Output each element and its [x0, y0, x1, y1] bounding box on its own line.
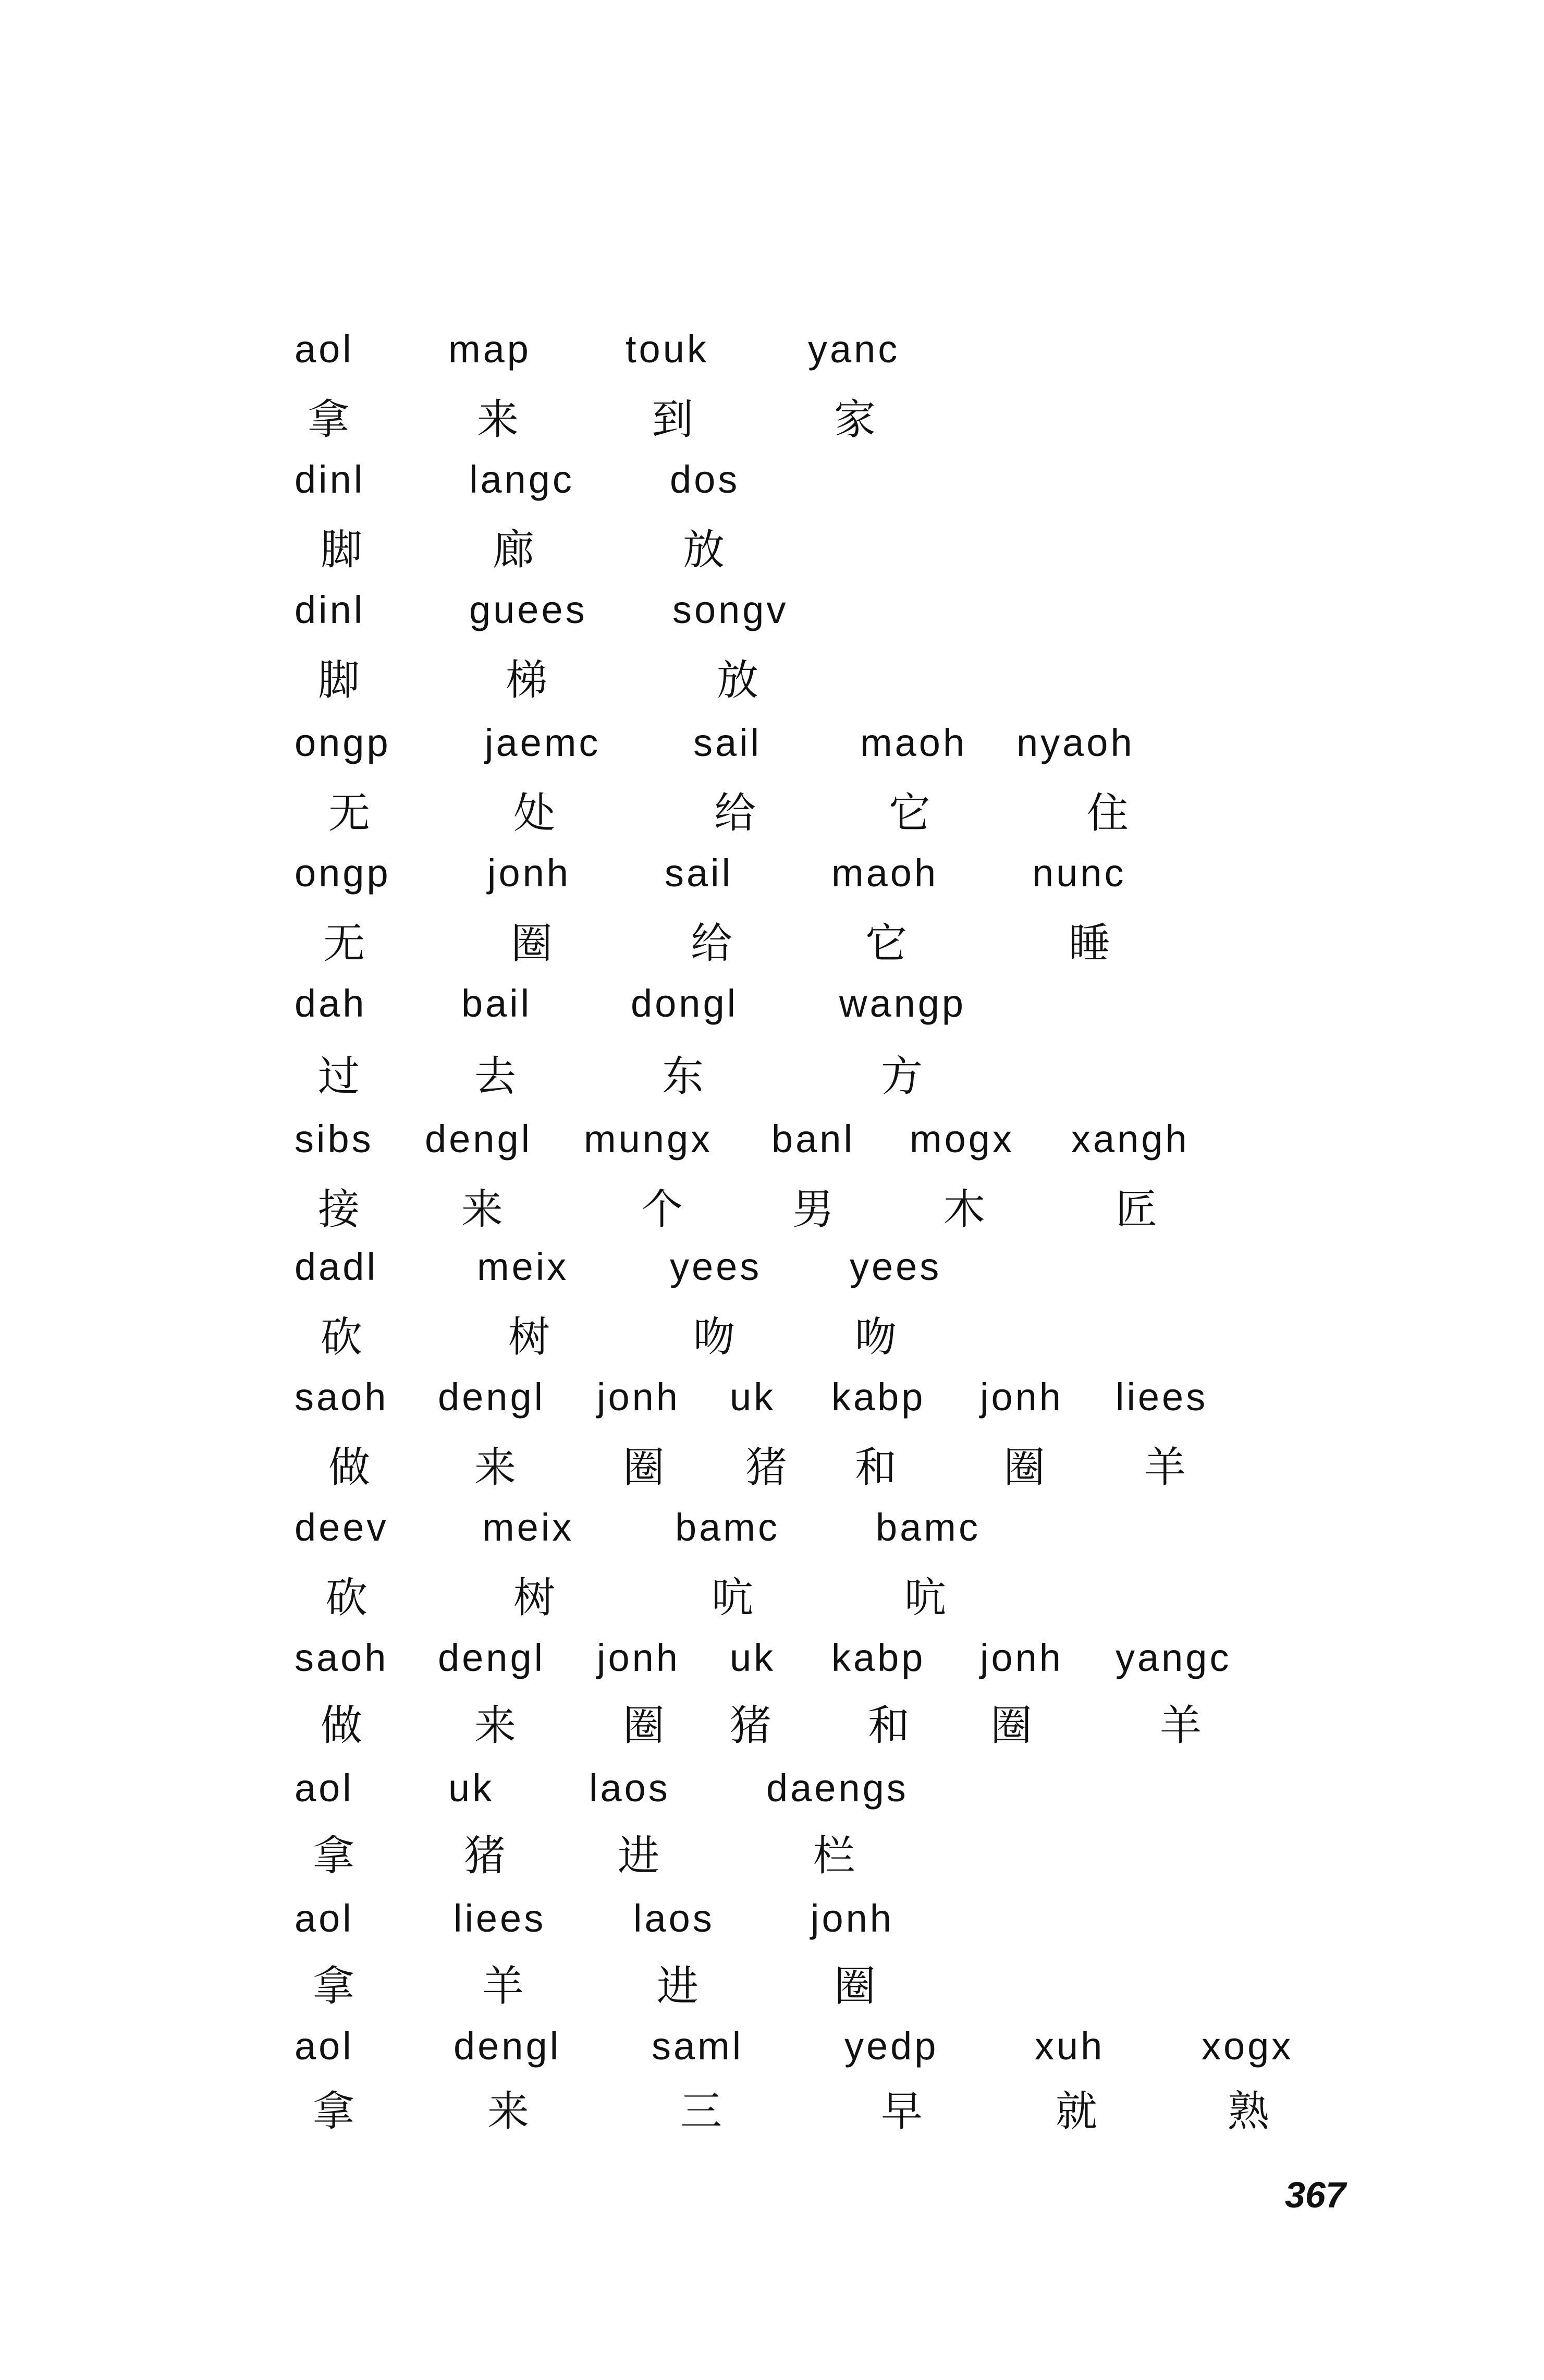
romanized-line — [0, 1502, 1544, 1564]
chinese-gloss-line — [0, 1958, 1544, 2020]
romanized-word: aol — [295, 2024, 354, 2068]
romanized-word: mogx — [910, 1117, 1014, 1161]
romanized-word: mungx — [584, 1117, 713, 1161]
gloss-character: 做 — [321, 1701, 362, 1750]
gloss-character: 三 — [680, 2087, 722, 2135]
gloss-character: 圈 — [623, 1443, 665, 1492]
gloss-character: 做 — [328, 1443, 370, 1492]
romanized-line — [0, 1632, 1544, 1694]
romanized-line — [0, 584, 1544, 646]
romanized-word: jonh — [811, 1897, 894, 1940]
gloss-character: 无 — [328, 789, 370, 837]
gloss-character: 树 — [513, 1573, 555, 1622]
gloss-character: 个 — [641, 1185, 683, 1234]
romanized-word: bamc — [876, 1506, 981, 1549]
chinese-gloss-line — [0, 915, 1544, 978]
chinese-gloss-line — [0, 2083, 1544, 2145]
gloss-character: 接 — [318, 1185, 360, 1234]
romanized-word: saml — [652, 2024, 744, 2068]
gloss-character: 梯 — [506, 656, 547, 704]
romanized-word: sibs — [295, 1117, 374, 1161]
romanized-word: bail — [461, 982, 532, 1025]
gloss-character: 吭 — [904, 1573, 946, 1622]
romanized-line — [0, 1893, 1544, 1955]
gloss-character: 拿 — [313, 1832, 354, 1880]
gloss-character: 来 — [461, 1185, 503, 1234]
gloss-character: 来 — [474, 1701, 516, 1750]
chinese-gloss-line — [0, 1181, 1544, 1243]
gloss-character: 早 — [881, 2087, 923, 2135]
gloss-character: 它 — [865, 919, 907, 968]
chinese-gloss-line — [0, 1048, 1544, 1110]
romanized-word: dinl — [295, 588, 365, 631]
romanized-line — [0, 847, 1544, 910]
gloss-character: 就 — [1056, 2087, 1097, 2135]
gloss-character: 砍 — [321, 1313, 362, 1361]
romanized-word: yees — [670, 1245, 762, 1288]
romanized-line — [0, 1241, 1544, 1303]
gloss-character: 去 — [474, 1052, 516, 1101]
chinese-gloss-line — [0, 1827, 1544, 1890]
gloss-character: 猪 — [745, 1443, 787, 1492]
romanized-line — [0, 454, 1544, 516]
romanized-word: laos — [589, 1766, 670, 1810]
romanized-line — [0, 978, 1544, 1040]
romanized-word: xuh — [1035, 2024, 1105, 2068]
gloss-character: 拿 — [313, 1962, 354, 2010]
romanized-word: uk — [448, 1766, 495, 1810]
romanized-word: liees — [1116, 1375, 1208, 1419]
gloss-character: 过 — [318, 1052, 360, 1101]
gloss-character: 方 — [881, 1052, 923, 1101]
romanized-word: jonh — [597, 1375, 680, 1419]
gloss-character: 和 — [855, 1443, 897, 1492]
gloss-character: 吻 — [693, 1313, 735, 1361]
romanized-word: songv — [672, 588, 789, 631]
gloss-character: 羊 — [1144, 1443, 1186, 1492]
gloss-character: 羊 — [1160, 1701, 1202, 1750]
gloss-character: 进 — [657, 1962, 699, 2010]
romanized-line — [0, 323, 1544, 386]
romanized-word: aol — [295, 327, 354, 371]
romanized-word: nyaoh — [1016, 721, 1135, 764]
gloss-character: 猪 — [730, 1701, 771, 1750]
romanized-word: yanc — [808, 327, 900, 371]
romanized-word: xogx — [1202, 2024, 1294, 2068]
romanized-word: uk — [730, 1375, 776, 1419]
chinese-gloss-line — [0, 391, 1544, 454]
romanized-word: dongl — [631, 982, 739, 1025]
romanized-word: deev — [295, 1506, 389, 1549]
romanized-word: map — [448, 327, 531, 371]
romanized-word: aol — [295, 1897, 354, 1940]
gloss-character: 它 — [889, 789, 930, 837]
page-number: 367 — [1285, 2175, 1346, 2215]
gloss-character: 圈 — [990, 1701, 1032, 1750]
romanized-line — [0, 1762, 1544, 1825]
gloss-character: 吻 — [855, 1313, 897, 1361]
romanized-word: xangh — [1071, 1117, 1190, 1161]
gloss-character: 处 — [513, 789, 555, 837]
gloss-character: 树 — [508, 1313, 550, 1361]
romanized-word: jonh — [597, 1636, 680, 1679]
romanized-word: maoh — [860, 721, 967, 764]
romanized-word: ongp — [295, 721, 391, 764]
gloss-character: 圈 — [511, 919, 553, 968]
gloss-character: 无 — [323, 919, 365, 968]
romanized-word: aol — [295, 1766, 354, 1810]
gloss-character: 男 — [792, 1185, 834, 1234]
romanized-line — [0, 2020, 1544, 2083]
romanized-word: ongp — [295, 851, 391, 895]
chinese-gloss-line — [0, 1439, 1544, 1502]
romanized-word: nunc — [1032, 851, 1126, 895]
romanized-word: kabp — [831, 1375, 926, 1419]
romanized-word: sail — [693, 721, 762, 764]
gloss-character: 廊 — [493, 526, 534, 574]
romanized-word: dengl — [438, 1636, 546, 1679]
gloss-character: 圈 — [623, 1701, 665, 1750]
romanized-word: dos — [670, 458, 740, 501]
gloss-character: 住 — [1087, 789, 1129, 837]
chinese-gloss-line — [0, 1569, 1544, 1632]
romanized-word: jonh — [980, 1636, 1063, 1679]
gloss-character: 睡 — [1069, 919, 1110, 968]
gloss-character: 匠 — [1116, 1185, 1157, 1234]
chinese-gloss-line — [0, 1697, 1544, 1760]
gloss-character: 放 — [683, 526, 725, 574]
romanized-word: jonh — [980, 1375, 1063, 1419]
chinese-gloss-line — [0, 521, 1544, 584]
gloss-character: 砍 — [326, 1573, 367, 1622]
romanized-word: saoh — [295, 1375, 389, 1419]
romanized-word: bamc — [675, 1506, 780, 1549]
gloss-character: 拿 — [308, 395, 349, 444]
romanized-line — [0, 1371, 1544, 1434]
romanized-word: yedp — [844, 2024, 939, 2068]
gloss-character: 圈 — [834, 1962, 876, 2010]
gloss-character: 羊 — [482, 1962, 524, 2010]
gloss-character: 东 — [662, 1052, 704, 1101]
gloss-character: 家 — [834, 395, 876, 444]
romanized-word: meix — [482, 1506, 574, 1549]
gloss-character: 和 — [868, 1701, 910, 1750]
romanized-word: yees — [850, 1245, 942, 1288]
romanized-word: dinl — [295, 458, 365, 501]
gloss-character: 圈 — [1003, 1443, 1045, 1492]
chinese-gloss-line — [0, 785, 1544, 847]
romanized-word: touk — [626, 327, 709, 371]
romanized-line — [0, 717, 1544, 779]
romanized-word: sail — [665, 851, 733, 895]
romanized-word: dengl — [454, 2024, 561, 2068]
gloss-character: 给 — [714, 789, 756, 837]
romanized-word: yangc — [1116, 1636, 1232, 1679]
gloss-character: 栏 — [813, 1832, 855, 1880]
gloss-character: 木 — [943, 1185, 985, 1234]
gloss-character: 熟 — [1228, 2087, 1269, 2135]
chinese-gloss-line — [0, 652, 1544, 714]
chinese-gloss-line — [0, 1309, 1544, 1371]
gloss-character: 来 — [474, 1443, 516, 1492]
romanized-word: banl — [771, 1117, 855, 1161]
gloss-character: 放 — [717, 656, 758, 704]
gloss-character: 来 — [487, 2087, 529, 2135]
romanized-word: dah — [295, 982, 367, 1025]
romanized-line — [0, 1113, 1544, 1176]
romanized-word: laos — [633, 1897, 715, 1940]
romanized-word: dadl — [295, 1245, 378, 1288]
gloss-character: 猪 — [464, 1832, 506, 1880]
romanized-word: uk — [730, 1636, 776, 1679]
gloss-character: 拿 — [313, 2087, 354, 2135]
romanized-word: maoh — [831, 851, 939, 895]
gloss-character: 脚 — [318, 656, 360, 704]
romanized-word: meix — [477, 1245, 569, 1288]
romanized-word: wangp — [839, 982, 966, 1025]
romanized-word: liees — [454, 1897, 546, 1940]
gloss-character: 脚 — [321, 526, 362, 574]
romanized-word: kabp — [831, 1636, 926, 1679]
romanized-word: langc — [469, 458, 574, 501]
romanized-word: daengs — [766, 1766, 909, 1810]
gloss-character: 进 — [618, 1832, 659, 1880]
romanized-word: dengl — [438, 1375, 546, 1419]
romanized-word: jaemc — [485, 721, 601, 764]
romanized-word: jonh — [487, 851, 571, 895]
gloss-character: 到 — [652, 395, 693, 444]
gloss-character: 吭 — [712, 1573, 753, 1622]
gloss-character: 来 — [477, 395, 519, 444]
romanized-word: saoh — [295, 1636, 389, 1679]
romanized-word: dengl — [425, 1117, 533, 1161]
romanized-word: guees — [469, 588, 587, 631]
gloss-character: 给 — [691, 919, 732, 968]
